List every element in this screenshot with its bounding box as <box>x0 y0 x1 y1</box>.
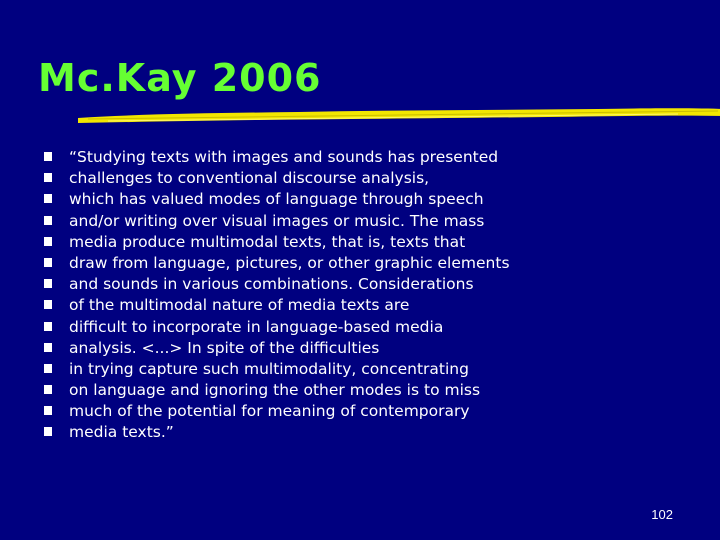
list-item <box>44 423 510 444</box>
list-item-text: difficult to incorporate in language-based media <box>69 317 444 336</box>
square-bullet-icon <box>44 406 52 415</box>
list-item-text: and sounds in various combinations. Considerations <box>69 275 474 294</box>
list-item <box>44 318 510 339</box>
list-item <box>44 148 510 169</box>
list-item <box>44 254 510 275</box>
square-bullet-icon <box>44 300 52 309</box>
list-item-text: analysis. <...> In spite of the difficulties <box>69 338 380 357</box>
list-item <box>44 360 510 381</box>
square-bullet-icon <box>44 385 52 394</box>
square-bullet-icon <box>44 258 52 267</box>
list-item-text: much of the potential for meaning of contemporary <box>69 402 470 421</box>
square-bullet-icon <box>44 237 52 246</box>
list-item <box>44 339 510 360</box>
slide-title: Mc.Kay 2006 <box>38 56 322 100</box>
list-item-text: “Studying texts with images and sounds has presented <box>69 148 499 166</box>
list-item <box>44 296 510 317</box>
list-item-text: media produce multimodal texts, that is, texts that <box>69 232 466 251</box>
list-item-text: of the multimodal nature of media texts are <box>69 296 410 315</box>
list-item <box>44 169 510 190</box>
square-bullet-icon <box>44 173 52 182</box>
list-item-text: and/or writing over visual images or music. The mass <box>69 211 485 230</box>
list-item-text: challenges to conventional discourse analysis, <box>69 169 430 188</box>
square-bullet-icon <box>44 343 52 352</box>
list-item-text: draw from language, pictures, or other graphic elements <box>69 253 510 272</box>
list-item-text: which has valued modes of language through speech <box>69 190 484 209</box>
square-bullet-icon <box>44 194 52 203</box>
title-underline <box>78 104 720 126</box>
square-bullet-icon <box>44 427 52 436</box>
list-item <box>44 212 510 233</box>
list-item <box>44 402 510 423</box>
list-item <box>44 381 510 402</box>
square-bullet-icon <box>44 364 52 373</box>
square-bullet-icon <box>44 216 52 225</box>
list-item <box>44 275 510 296</box>
square-bullet-icon <box>44 279 52 288</box>
list-item <box>44 233 510 254</box>
bullet-list <box>44 148 510 445</box>
list-item-text: media texts.” <box>69 423 174 442</box>
list-item <box>44 190 510 211</box>
list-item-text: on language and ignoring the other modes is to miss <box>69 381 481 400</box>
list-item-text: in trying capture such multimodality, concentrating <box>69 359 469 378</box>
page-number: 102 <box>651 507 673 522</box>
square-bullet-icon <box>44 322 52 331</box>
square-bullet-icon <box>44 152 52 161</box>
